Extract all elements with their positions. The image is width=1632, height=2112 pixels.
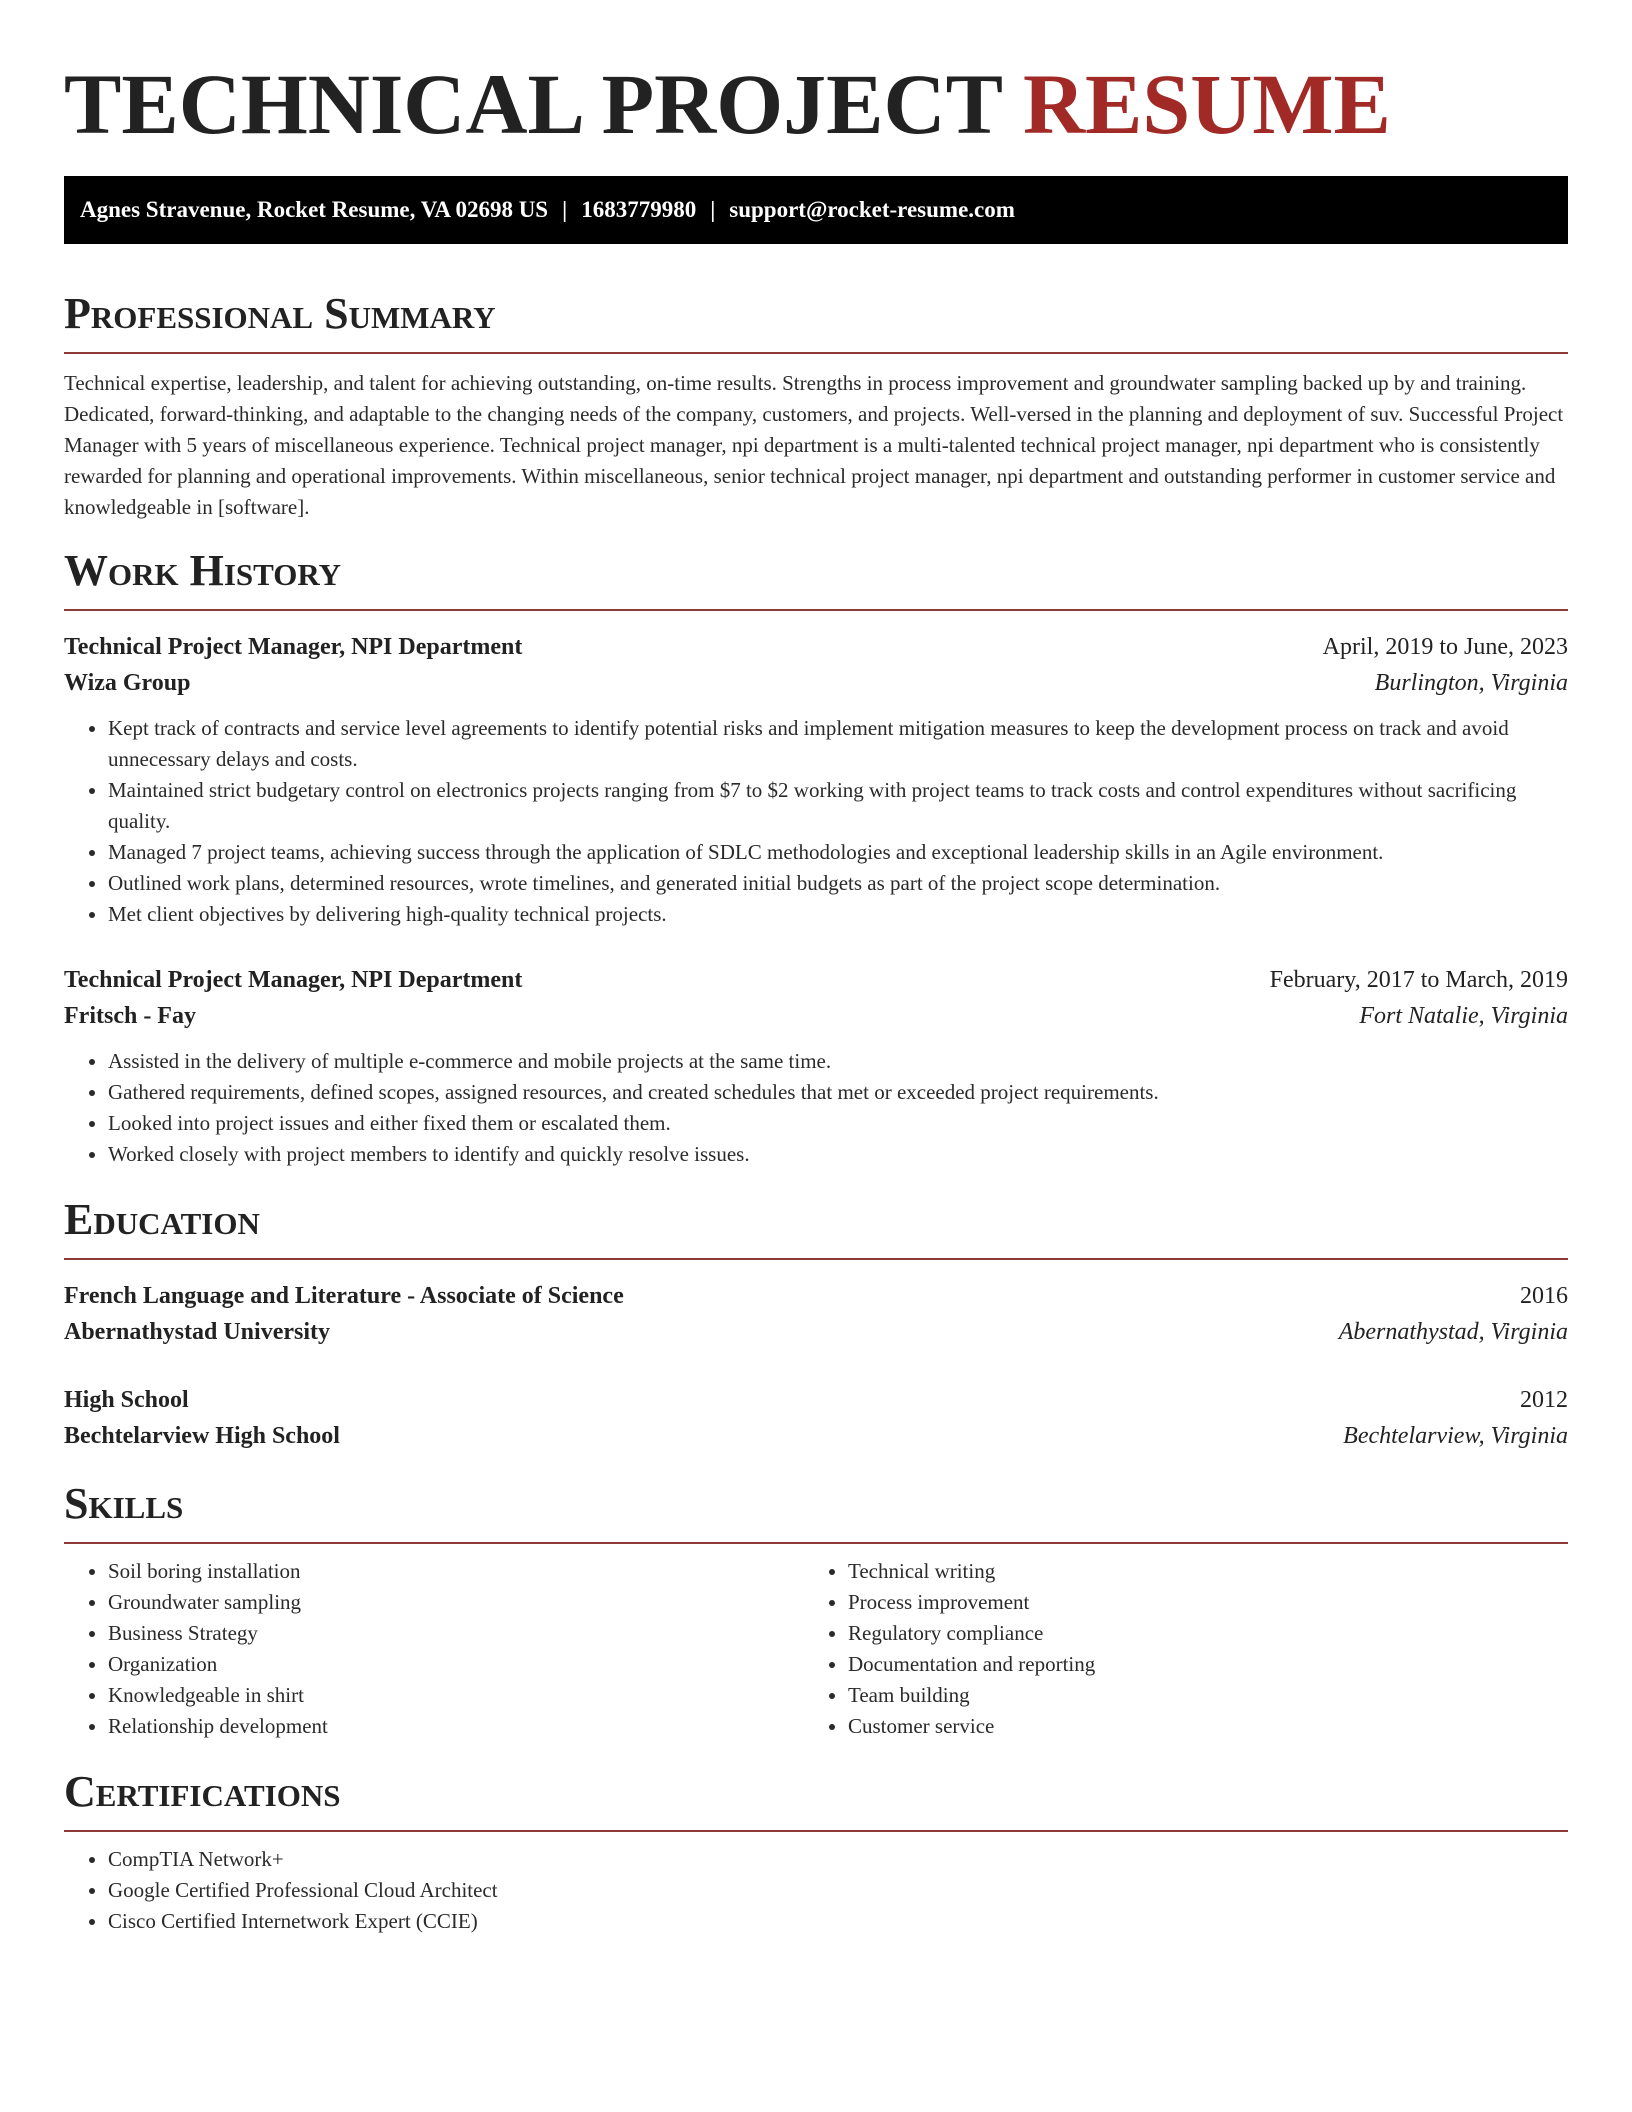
job-title: Technical Project Manager, NPI Department (64, 634, 523, 660)
education-degree: High School (64, 1387, 189, 1413)
skill-item: • Relationship development (108, 1711, 804, 1742)
education-entry (64, 1278, 1568, 1350)
education-location: Abernathystad, Virginia (1338, 1319, 1568, 1345)
job-location: Fort Natalie, Virginia (1359, 1003, 1568, 1029)
job-dates: February, 2017 to March, 2019 (1269, 967, 1568, 993)
skill-item: • Documentation and reporting (848, 1649, 1544, 1680)
job-bullet: • Assisted in the delivery of multiple e-commerce and mobile projects at the same time. (108, 1046, 1568, 1077)
education-school: Abernathystad University (64, 1319, 331, 1345)
summary-heading: Professional Summary (64, 286, 1568, 354)
job-title-row (64, 629, 1568, 665)
education-school-row (64, 1418, 1568, 1454)
education-degree-row (64, 1382, 1568, 1418)
job-dates: April, 2019 to June, 2023 (1322, 634, 1568, 660)
education-year: 2016 (1520, 1283, 1568, 1309)
education-entry (64, 1382, 1568, 1454)
certification-item: • CompTIA Network+ (108, 1844, 1568, 1875)
job-bullet: • Kept track of contracts and service level agreements to identify potential risks and implement mitigation measures to keep the development process on track and avoid unnecessary delays and costs. (108, 713, 1568, 775)
job-bullet: • Outlined work plans, determined resources, wrote timelines, and generated initial budgets as part of the project scope determination. (108, 868, 1568, 899)
skill-item: • Customer service (848, 1711, 1544, 1742)
job-bullet: • Met client objectives by delivering high-quality technical projects. (108, 899, 1568, 930)
contact-email[interactable]: support@rocket-resume.com (729, 197, 1015, 222)
skill-item: • Team building (848, 1680, 1544, 1711)
education-degree-row (64, 1278, 1568, 1314)
job-bullets (64, 713, 1568, 930)
job-title: Technical Project Manager, NPI Department (64, 967, 523, 993)
education-school: Bechtelarview High School (64, 1423, 340, 1449)
certifications-heading: Certifications (64, 1764, 1568, 1832)
skill-item: • Soil boring installation (108, 1556, 804, 1587)
resume-title (64, 0, 1568, 154)
job-bullet: • Worked closely with project members to identify and quickly resolve issues. (108, 1139, 1568, 1170)
contact-address: Agnes Stravenue, Rocket Resume, VA 02698 US (80, 197, 549, 222)
job-company: Wiza Group (64, 670, 191, 696)
job-company-row (64, 998, 1568, 1034)
skill-item: • Organization (108, 1649, 804, 1680)
education-location: Bechtelarview, Virginia (1343, 1423, 1568, 1449)
contact-bar (64, 176, 1568, 244)
skill-item: • Knowledgeable in shirt (108, 1680, 804, 1711)
certification-item: • Cisco Certified Internetwork Expert (CCIE) (108, 1906, 1568, 1937)
contact-separator: | (710, 197, 716, 222)
job-entry (64, 629, 1568, 930)
skill-item: • Technical writing (848, 1556, 1544, 1587)
job-bullet: • Managed 7 project teams, achieving success through the application of SDLC methodologies and exceptional leadership skills in an Agile environment. (108, 837, 1568, 868)
job-company-row (64, 665, 1568, 701)
job-bullet: • Maintained strict budgetary control on electronics projects ranging from $7 to $2 working with project teams to track costs and control expenditures without sacrificing quality. (108, 775, 1568, 837)
skill-item: • Process improvement (848, 1587, 1544, 1618)
education-year: 2012 (1520, 1387, 1568, 1413)
certifications-list (64, 1844, 1568, 1937)
skills-list-right (804, 1556, 1544, 1742)
job-bullet: • Gathered requirements, defined scopes, assigned resources, and created schedules that met or exceeded project requirements. (108, 1077, 1568, 1108)
education-heading: Education (64, 1192, 1568, 1260)
skill-item: • Regulatory compliance (848, 1618, 1544, 1649)
job-title-row (64, 962, 1568, 998)
skills-heading: Skills (64, 1476, 1568, 1544)
job-bullets (64, 1046, 1568, 1170)
title-main: TECHNICAL PROJECT (64, 56, 1002, 152)
job-entry (64, 962, 1568, 1170)
job-bullet: • Looked into project issues and either fixed them or escalated them. (108, 1108, 1568, 1139)
job-location: Burlington, Virginia (1374, 670, 1568, 696)
skills-columns (64, 1556, 1568, 1742)
skill-item: • Groundwater sampling (108, 1587, 804, 1618)
summary-text: Technical expertise, leadership, and talent for achieving outstanding, on-time results. Strengths in process improvement and groundwater sampling backed up by and training. Dedicated, forward-thinking, and adaptable to the changing needs of the company, customers, and projects. Well-versed in the planning and deployment of suv. Successful Project Manager with 5 years of miscellaneous experience. Technical project manager, npi department is a multi-talented technical project manager, npi department who is consistently rewarded for planning and operational improvements. Within miscellaneous, senior technical project manager, npi department and outstanding performer in customer service and knowledgeable in [software]. (64, 371, 1564, 519)
contact-phone: 1683779980 (581, 197, 697, 222)
skill-item: • Business Strategy (108, 1618, 804, 1649)
certification-item: • Google Certified Professional Cloud Architect (108, 1875, 1568, 1906)
education-school-row (64, 1314, 1568, 1350)
education-degree: French Language and Literature - Associate of Science (64, 1283, 624, 1309)
contact-separator: | (562, 197, 568, 222)
title-accent: RESUME (1022, 56, 1391, 152)
work-history-heading: Work History (64, 543, 1568, 611)
skills-list-left (64, 1556, 804, 1742)
job-company: Fritsch - Fay (64, 1003, 196, 1029)
